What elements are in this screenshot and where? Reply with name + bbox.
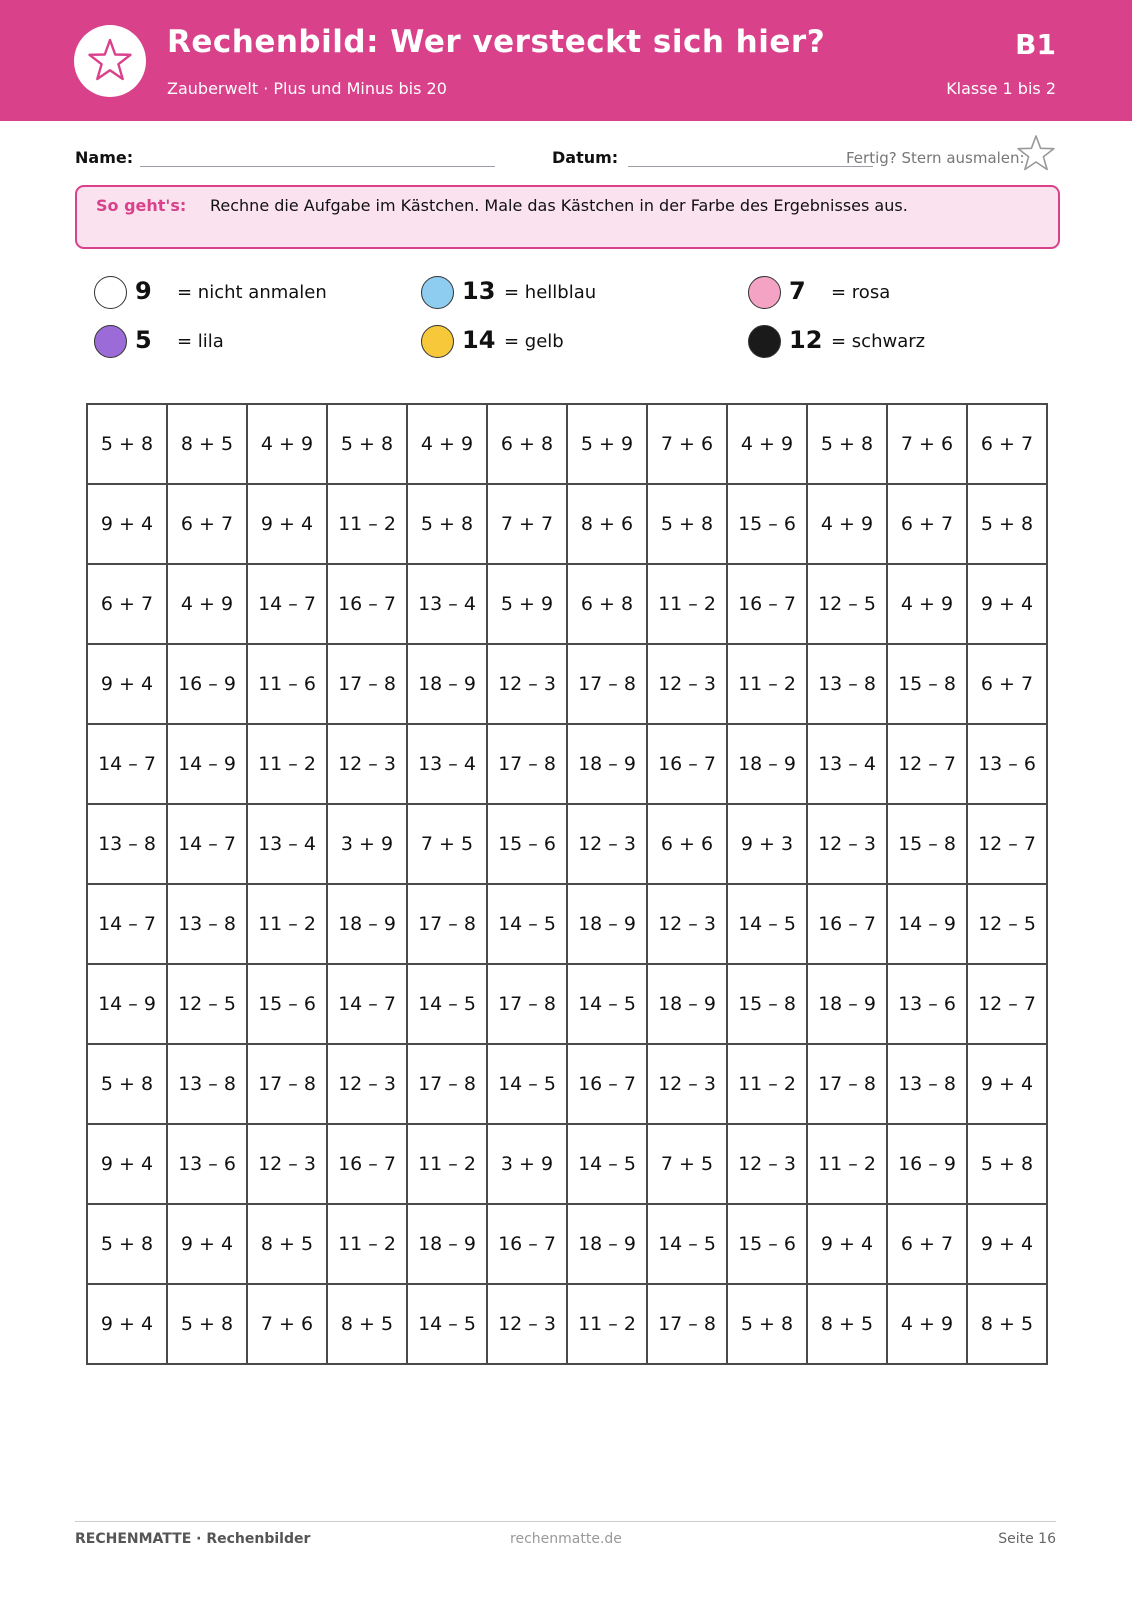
grid-cell[interactable]: 14 – 5 — [407, 1284, 487, 1364]
grid-cell[interactable]: 8 + 6 — [567, 484, 647, 564]
color-swatch — [94, 276, 127, 309]
instructions-heading: So geht's: — [96, 196, 187, 215]
legend-number: 9 — [135, 277, 152, 305]
grid-row — [87, 1044, 1047, 1124]
grid-cell[interactable]: 11 – 2 — [407, 1124, 487, 1204]
grid-cell[interactable]: 12 – 3 — [327, 724, 407, 804]
grid-cell[interactable]: 6 + 7 — [967, 644, 1047, 724]
grid-cell[interactable]: 6 + 8 — [567, 564, 647, 644]
grid-cell[interactable]: 14 – 9 — [87, 964, 167, 1044]
grid-cell[interactable]: 4 + 9 — [247, 404, 327, 484]
grid-cell[interactable]: 14 – 9 — [167, 724, 247, 804]
grid-cell[interactable]: 14 – 9 — [887, 884, 967, 964]
grid-cell[interactable]: 16 – 7 — [327, 564, 407, 644]
grid-cell[interactable]: 12 – 3 — [807, 804, 887, 884]
grid-cell[interactable]: 9 + 4 — [967, 1044, 1047, 1124]
grid-cell[interactable]: 14 – 7 — [87, 724, 167, 804]
grid-cell[interactable]: 11 – 2 — [327, 1204, 407, 1284]
grid-cell[interactable]: 16 – 7 — [567, 1044, 647, 1124]
grid-cell[interactable]: 12 – 3 — [647, 884, 727, 964]
grid-cell[interactable]: 18 – 9 — [807, 964, 887, 1044]
grid-cell[interactable]: 12 – 3 — [487, 1284, 567, 1364]
date-label: Datum: — [552, 148, 619, 167]
grid-cell[interactable]: 9 + 4 — [807, 1204, 887, 1284]
grid-cell[interactable]: 13 – 8 — [167, 884, 247, 964]
grid-cell[interactable]: 14 – 5 — [487, 1044, 567, 1124]
grid-cell[interactable]: 9 + 4 — [87, 644, 167, 724]
done-star-icon[interactable] — [1016, 134, 1056, 174]
grid-cell[interactable]: 12 – 3 — [647, 644, 727, 724]
grid-cell[interactable]: 13 – 4 — [407, 724, 487, 804]
grid-cell[interactable]: 8 + 5 — [247, 1204, 327, 1284]
legend-label: = lila — [177, 331, 224, 352]
grid-cell[interactable]: 13 – 6 — [167, 1124, 247, 1204]
footer-divider — [75, 1521, 1056, 1522]
legend-number: 14 — [462, 326, 496, 354]
name-field[interactable] — [140, 166, 495, 167]
name-label: Name: — [75, 148, 134, 167]
grade-level: Klasse 1 bis 2 — [946, 79, 1056, 98]
grid-cell[interactable]: 12 – 3 — [327, 1044, 407, 1124]
grid-cell[interactable]: 11 – 2 — [567, 1284, 647, 1364]
grid-cell[interactable]: 15 – 6 — [487, 804, 567, 884]
grid-cell[interactable]: 6 + 8 — [487, 404, 567, 484]
instructions-box — [75, 185, 1060, 249]
grid-cell[interactable]: 14 – 5 — [647, 1204, 727, 1284]
grid-cell[interactable]: 6 + 6 — [647, 804, 727, 884]
color-swatch — [748, 276, 781, 309]
grid-cell[interactable]: 5 + 8 — [87, 1044, 167, 1124]
grid-cell[interactable]: 17 – 8 — [407, 1044, 487, 1124]
grid-cell[interactable]: 17 – 8 — [407, 884, 487, 964]
grid-cell[interactable]: 8 + 5 — [167, 404, 247, 484]
grid-cell[interactable]: 12 – 3 — [647, 1044, 727, 1124]
grid-row — [87, 404, 1047, 484]
grid-cell[interactable]: 4 + 9 — [167, 564, 247, 644]
footer-brand: RECHENMATTE · Rechenbilder — [75, 1531, 311, 1547]
grid-row — [87, 644, 1047, 724]
done-text: Fertig? Stern ausmalen: — [846, 149, 1025, 167]
grid-cell[interactable]: 7 + 5 — [647, 1124, 727, 1204]
grid-cell[interactable]: 16 – 7 — [727, 564, 807, 644]
grid-cell[interactable]: 11 – 2 — [727, 644, 807, 724]
grid-cell[interactable]: 17 – 8 — [487, 964, 567, 1044]
legend-label: = schwarz — [831, 331, 926, 352]
legend-label: = gelb — [504, 331, 564, 352]
legend-number: 12 — [789, 326, 823, 354]
grid-row — [87, 1204, 1047, 1284]
grid-cell[interactable]: 18 – 9 — [327, 884, 407, 964]
page-number: Seite 16 — [998, 1531, 1056, 1547]
grid-cell[interactable]: 8 + 5 — [807, 1284, 887, 1364]
grid-cell[interactable]: 8 + 5 — [967, 1284, 1047, 1364]
grid-cell[interactable]: 18 – 9 — [567, 884, 647, 964]
grid-cell[interactable]: 12 – 3 — [487, 644, 567, 724]
grid-cell[interactable]: 12 – 3 — [247, 1124, 327, 1204]
grid-cell[interactable]: 14 – 5 — [487, 884, 567, 964]
grid-row — [87, 724, 1047, 804]
grid-cell[interactable]: 7 + 5 — [407, 804, 487, 884]
grid-cell[interactable]: 13 – 6 — [887, 964, 967, 1044]
grid-cell[interactable]: 9 + 4 — [967, 564, 1047, 644]
grid-cell[interactable]: 18 – 9 — [647, 964, 727, 1044]
color-swatch — [748, 325, 781, 358]
grid-cell[interactable]: 12 – 7 — [967, 964, 1047, 1044]
page-subtitle: Zauberwelt · Plus und Minus bis 20 — [167, 79, 447, 98]
grid-cell[interactable]: 3 + 9 — [327, 804, 407, 884]
grid-cell[interactable]: 18 – 9 — [567, 1204, 647, 1284]
grid-cell[interactable]: 18 – 9 — [567, 724, 647, 804]
grid-cell[interactable]: 13 – 8 — [807, 644, 887, 724]
legend-number: 5 — [135, 326, 152, 354]
grid-cell[interactable]: 6 + 7 — [887, 484, 967, 564]
grid-cell[interactable]: 13 – 4 — [247, 804, 327, 884]
grid-cell[interactable]: 5 + 9 — [487, 564, 567, 644]
grid-cell[interactable]: 7 + 6 — [247, 1284, 327, 1364]
task-grid — [86, 403, 1048, 1365]
grid-cell[interactable]: 16 – 9 — [167, 644, 247, 724]
grid-cell[interactable]: 18 – 9 — [407, 644, 487, 724]
grid-cell[interactable]: 6 + 7 — [967, 404, 1047, 484]
grid-cell[interactable]: 5 + 8 — [327, 404, 407, 484]
logo — [74, 25, 146, 97]
grid-cell[interactable]: 14 – 7 — [167, 804, 247, 884]
grid-cell[interactable]: 18 – 9 — [727, 724, 807, 804]
grid-cell[interactable]: 17 – 8 — [487, 724, 567, 804]
grid-cell[interactable]: 18 – 9 — [407, 1204, 487, 1284]
grid-cell[interactable]: 13 – 4 — [807, 724, 887, 804]
grid-cell[interactable]: 7 + 7 — [487, 484, 567, 564]
grid-cell[interactable]: 14 – 5 — [727, 884, 807, 964]
footer-url: rechenmatte.de — [510, 1531, 622, 1547]
grid-cell[interactable]: 9 + 4 — [87, 1284, 167, 1364]
grid-cell[interactable]: 5 + 8 — [727, 1284, 807, 1364]
grid-cell[interactable]: 9 + 4 — [967, 1204, 1047, 1284]
grid-cell[interactable]: 15 – 6 — [727, 484, 807, 564]
grid-cell[interactable]: 11 – 2 — [247, 884, 327, 964]
legend-label: = nicht anmalen — [177, 282, 327, 303]
grid-cell[interactable]: 16 – 7 — [807, 884, 887, 964]
grid-cell[interactable]: 17 – 8 — [567, 644, 647, 724]
grid-cell[interactable]: 6 + 7 — [887, 1204, 967, 1284]
grid-row — [87, 564, 1047, 644]
grid-cell[interactable]: 17 – 8 — [327, 644, 407, 724]
grid-cell[interactable]: 17 – 8 — [807, 1044, 887, 1124]
grid-cell[interactable]: 11 – 2 — [647, 564, 727, 644]
grid-cell[interactable]: 17 – 8 — [247, 1044, 327, 1124]
grid-cell[interactable]: 12 – 7 — [887, 724, 967, 804]
grid-cell[interactable]: 7 + 6 — [647, 404, 727, 484]
grid-row — [87, 884, 1047, 964]
grid-cell[interactable]: 9 + 3 — [727, 804, 807, 884]
grid-cell[interactable]: 5 + 8 — [967, 1124, 1047, 1204]
grid-cell[interactable]: 4 + 9 — [887, 564, 967, 644]
header-bar — [0, 0, 1132, 121]
grid-cell[interactable]: 5 + 8 — [807, 404, 887, 484]
grid-cell[interactable]: 15 – 6 — [247, 964, 327, 1044]
grid-cell[interactable]: 5 + 8 — [967, 484, 1047, 564]
grid-cell[interactable]: 4 + 9 — [887, 1284, 967, 1364]
grid-cell[interactable]: 16 – 9 — [887, 1124, 967, 1204]
grid-cell[interactable]: 5 + 8 — [647, 484, 727, 564]
grid-cell[interactable]: 5 + 8 — [167, 1284, 247, 1364]
grid-cell[interactable]: 16 – 7 — [327, 1124, 407, 1204]
grid-cell[interactable]: 9 + 4 — [87, 484, 167, 564]
grid-cell[interactable]: 11 – 2 — [807, 1124, 887, 1204]
legend-label: = rosa — [831, 282, 891, 303]
instructions-text: Rechne die Aufgabe im Kästchen. Male das Kästchen in der Farbe des Ergebnisses aus. — [210, 196, 908, 215]
grid-cell[interactable]: 12 – 5 — [807, 564, 887, 644]
grid-cell[interactable]: 7 + 6 — [887, 404, 967, 484]
grid-cell[interactable]: 16 – 7 — [647, 724, 727, 804]
grid-row — [87, 1284, 1047, 1364]
grid-cell[interactable]: 6 + 7 — [167, 484, 247, 564]
grid-cell[interactable]: 12 – 5 — [167, 964, 247, 1044]
legend-label: = hellblau — [504, 282, 597, 303]
grid-cell[interactable]: 17 – 8 — [647, 1284, 727, 1364]
grid-cell[interactable]: 14 – 5 — [567, 1124, 647, 1204]
grid-cell[interactable]: 15 – 8 — [727, 964, 807, 1044]
grid-cell[interactable]: 4 + 9 — [727, 404, 807, 484]
grid-cell[interactable]: 9 + 4 — [87, 1124, 167, 1204]
grid-cell[interactable]: 11 – 6 — [247, 644, 327, 724]
grid-cell[interactable]: 15 – 8 — [887, 804, 967, 884]
grid-row — [87, 804, 1047, 884]
grid-cell[interactable]: 14 – 5 — [407, 964, 487, 1044]
color-swatch — [94, 325, 127, 358]
grid-cell[interactable]: 12 – 3 — [727, 1124, 807, 1204]
grid-cell[interactable]: 13 – 6 — [967, 724, 1047, 804]
grid-row — [87, 484, 1047, 564]
legend-number: 7 — [789, 277, 806, 305]
grid-cell[interactable]: 5 + 9 — [567, 404, 647, 484]
grid-cell[interactable]: 12 – 5 — [967, 884, 1047, 964]
grid-row — [87, 964, 1047, 1044]
grid-cell[interactable]: 9 + 4 — [167, 1204, 247, 1284]
grid-cell[interactable]: 11 – 2 — [327, 484, 407, 564]
grid-cell[interactable]: 9 + 4 — [247, 484, 327, 564]
grid-cell[interactable]: 3 + 9 — [487, 1124, 567, 1204]
grid-cell[interactable]: 14 – 5 — [567, 964, 647, 1044]
legend-number: 13 — [462, 277, 496, 305]
date-field[interactable] — [628, 166, 873, 167]
star-logo-icon — [86, 37, 134, 85]
grid-cell[interactable]: 6 + 7 — [87, 564, 167, 644]
grid-cell[interactable]: 14 – 7 — [247, 564, 327, 644]
page-title: Rechenbild: Wer versteckt sich hier? — [167, 24, 826, 60]
grid-cell[interactable]: 13 – 8 — [887, 1044, 967, 1124]
grid-cell[interactable]: 5 + 8 — [87, 1204, 167, 1284]
grid-cell[interactable]: 14 – 7 — [327, 964, 407, 1044]
grid-cell[interactable]: 13 – 8 — [167, 1044, 247, 1124]
color-swatch — [421, 325, 454, 358]
grid-cell[interactable]: 14 – 7 — [87, 884, 167, 964]
grid-cell[interactable]: 5 + 8 — [87, 404, 167, 484]
grid-cell[interactable]: 12 – 3 — [567, 804, 647, 884]
grid-cell[interactable]: 11 – 2 — [247, 724, 327, 804]
color-swatch — [421, 276, 454, 309]
grid-cell[interactable]: 13 – 8 — [87, 804, 167, 884]
grid-cell[interactable]: 12 – 7 — [967, 804, 1047, 884]
grid-cell[interactable]: 5 + 8 — [407, 484, 487, 564]
grid-cell[interactable]: 8 + 5 — [327, 1284, 407, 1364]
grid-cell[interactable]: 13 – 4 — [407, 564, 487, 644]
grid-cell[interactable]: 15 – 8 — [887, 644, 967, 724]
grid-cell[interactable]: 11 – 2 — [727, 1044, 807, 1124]
grid-cell[interactable]: 4 + 9 — [407, 404, 487, 484]
sheet-code: B1 — [1015, 28, 1056, 61]
grid-row — [87, 1124, 1047, 1204]
grid-cell[interactable]: 4 + 9 — [807, 484, 887, 564]
grid-cell[interactable]: 15 – 6 — [727, 1204, 807, 1284]
grid-cell[interactable]: 16 – 7 — [487, 1204, 567, 1284]
